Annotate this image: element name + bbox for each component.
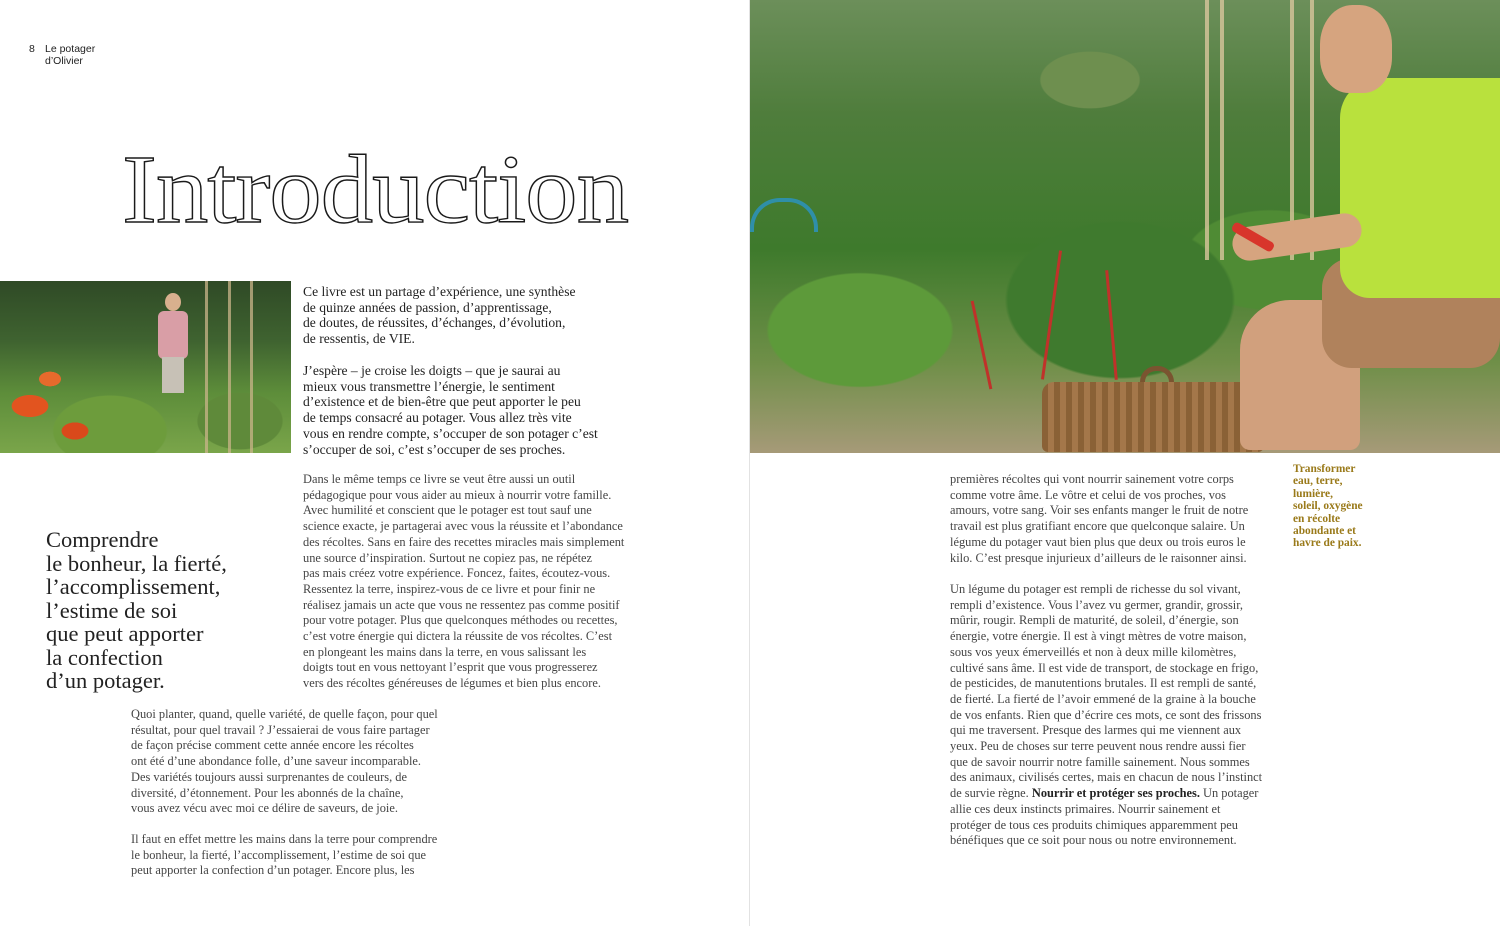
text-line: yeux. Peu de choses sur terre peuvent nous rendre aussi fier (950, 739, 1246, 754)
text-line: kilo. C’est presque injurieux d’ailleurs de le raisonner ainsi. (950, 550, 1247, 565)
text-line: bénéfiques que ce soit pour nous ou notre environnement. (950, 833, 1237, 848)
stake (250, 281, 253, 453)
quote-line: d’un potager. (46, 668, 165, 693)
text-line: premières récoltes qui vont nourrir sainement votre corps (950, 472, 1234, 486)
text-line: Un légume du potager est rempli de richesse du sol vivant, (950, 582, 1241, 596)
text-line: science exacte, je partagerai avec vous la réussite et l’abondance (303, 519, 623, 534)
text-line: une source d’inspiration. Surtout ne copiez pas, ne répétez (303, 550, 593, 565)
text-line: pas mais créez votre expérience. Foncez, faites, écoutez-vous. (303, 566, 611, 581)
quote-line: l’estime de soi (46, 597, 178, 623)
text-line: d’existence et de bien-être que peut apporter le peu (303, 394, 581, 410)
text-line: Dans le même temps ce livre se veut être aussi un outil (303, 472, 576, 486)
text-line: Ressentez la terre, inspirez-vous de ce livre et pour finir ne (303, 581, 596, 596)
side-note (1293, 463, 1383, 550)
text-line: Ce livre est un partage d’expérience, une synthèse (303, 284, 576, 299)
text-line: comme votre âme. Le vôtre et celui de vos proches, vos (950, 487, 1226, 502)
body-paragraph-2 (131, 707, 466, 817)
stake (1205, 0, 1209, 260)
body-paragraph-3 (131, 832, 466, 879)
running-title-line-2: d’Olivier (45, 55, 83, 67)
intro-lead-paragraph-1 (303, 284, 648, 347)
text-line: sous vos yeux émerveillés et non à deux mille kilomètres, (950, 644, 1237, 659)
text-line: vers des récoltes généreuses de légumes et bien plus encore. (303, 676, 601, 691)
text-fragment: de survie règne. (950, 786, 1032, 801)
text-line: légume du potager vaut bien plus que deux ou trois euros le (950, 534, 1246, 549)
emphasis-text: Nourrir et protéger ses proches. (1031, 786, 1200, 801)
text-line: Quoi planter, quand, quelle variété, de quelle façon, pour quel (131, 707, 438, 721)
running-title-line-1: Le potager (45, 43, 96, 55)
side-note-line: soleil, oxygène (1293, 500, 1363, 513)
body-paragraph-4 (950, 472, 1270, 566)
side-note-line: eau, terre, (1293, 475, 1343, 488)
text-line: mieux vous transmettre l’énergie, le sentiment (303, 378, 555, 394)
text-line: diversité, d’étonnement. Pour les abonnés de la chaîne, (131, 785, 404, 800)
text-line: résultat, pour quel travail ? J’essaierai de vous faire partager (131, 722, 430, 737)
text-line: Il faut en effet mettre les mains dans la terre pour comprendre (131, 832, 438, 846)
text-line: peut apporter la confection d’un potager. Encore plus, les (131, 863, 415, 878)
text-line: travail est plus gratifiant encore que quelconque salaire. Un (950, 519, 1245, 534)
text-line (950, 786, 1270, 802)
page-number: 8 (29, 43, 35, 55)
gardener-photo (0, 281, 291, 453)
text-line: s’occuper de soi, c’est s’occuper de ses proches. (303, 441, 566, 457)
stake (228, 281, 231, 453)
text-line: vous avez vécu avec moi ce délire de saveurs, de joie. (131, 801, 398, 816)
side-note-line: havre de paix. (1293, 537, 1362, 550)
text-line: réalisez jamais un acte que vous ne ressentez pas comme positif (303, 597, 620, 612)
text-line: mûrir, rougir. Rempli de maturité, de soleil, d’énergie, son (950, 613, 1239, 628)
text-line: amours, votre sang. Voir ses enfants manger le fruit de notre (950, 503, 1249, 518)
text-line: protéger de tous ces produits chimiques apparemment peu (950, 817, 1238, 832)
quote-line: Comprendre (46, 527, 159, 552)
chard-stem (1105, 270, 1118, 380)
text-line: allie ces deux instincts primaires. Nourrir sainement et (950, 801, 1221, 816)
text-line: Avec humilité et conscient que le potager est tout sauf une (303, 503, 592, 518)
text-line: des récoltes. Sans en faire des recettes miracles mais simplement (303, 534, 625, 549)
intro-lead-paragraph-2 (303, 363, 648, 457)
chapter-title (118, 148, 633, 238)
gardener-figure (158, 293, 188, 393)
text-line: pour votre potager. Plus que quelconques méthodes ou recettes, (303, 613, 618, 628)
text-line: des animaux, civilisés certes, mais en chacun de nous l’instinct (950, 770, 1263, 785)
text-line: ont été d’une abondance folle, d’une saveur incomparable. (131, 754, 422, 769)
text-line: de façon précise comment cette année encore les récoltes (131, 738, 414, 753)
text-line: doigts tout en vous nettoyant l’esprit que vous progresserez (303, 660, 598, 675)
garden-hose (750, 198, 818, 232)
quote-line: que peut apporter (46, 621, 204, 646)
text-line: en plongeant les mains dans la terre, en vous salissant les (303, 644, 587, 659)
chard-stem (971, 301, 993, 390)
stake (205, 281, 208, 453)
text-line: cultivé sans âme. Il est vide de transport, de stockage en frigo, (950, 660, 1259, 675)
chapter-title-text: Introduction (122, 148, 628, 238)
text-line: vous en rendre compte, s’occuper de son potager c’est (303, 425, 598, 441)
wicker-basket (1042, 382, 1264, 452)
text-line: de pesticides, de manutentions brutales. Il est rempli de santé, (950, 676, 1257, 691)
body-paragraph-1 (303, 472, 648, 692)
side-note-line: abondante et (1293, 525, 1356, 538)
running-title (45, 43, 125, 67)
quote-line: le bonheur, la fierté, (46, 550, 227, 576)
body-paragraph-5 (950, 582, 1270, 849)
left-page (0, 0, 749, 926)
stake (1220, 0, 1224, 260)
text-line: de vos enfants. Rien que d’écrire ces mots, ce sont des frissons (950, 707, 1262, 722)
text-line: pédagogique pour vous aider au mieux à nourrir votre famille. (303, 487, 612, 502)
text-line: de quinze années de passion, d’apprentissage, (303, 299, 552, 315)
text-line: Des variétés toujours aussi surprenantes de couleurs, de (131, 769, 407, 784)
gardener-shirt (1340, 78, 1500, 298)
text-line: le bonheur, la fierté, l’accomplissement, l’estime de soi que (131, 847, 427, 862)
side-note-line: Transformer (1293, 463, 1356, 475)
chard-stem (1041, 250, 1062, 379)
text-line: énergie, votre énergie. Il est à vingt mètres de votre maison, (950, 629, 1247, 644)
side-note-line: en récolte (1293, 512, 1341, 525)
text-line: de temps consacré au potager. Vous allez très vite (303, 410, 572, 426)
harvest-photo (750, 0, 1500, 453)
text-fragment: Un potager (1199, 786, 1259, 801)
text-line: c’est votre énergie qui dictera la réussite de vos récoltes. C’est (303, 629, 613, 644)
right-page (750, 0, 1500, 926)
text-line: de doutes, de réussites, d’échanges, d’évolution, (303, 315, 566, 331)
side-note-line: lumière, (1293, 487, 1333, 500)
text-line: de fierté. La fierté de l’avoir emmené de la graine à la bouche (950, 691, 1256, 706)
quote-line: la confection (46, 644, 163, 670)
text-line: que de savoir nourrir notre famille sainement. Nous sommes (950, 754, 1250, 769)
text-line: de ressentis, de VIE. (303, 331, 415, 347)
pull-quote (46, 528, 276, 693)
text-line: qui me traversent. Presque des larmes qui me viennent aux (950, 723, 1242, 738)
quote-line: l’accomplissement, (46, 574, 221, 599)
text-line: J’espère – je croise les doigts – que je saurai au (303, 363, 561, 378)
text-line: rempli d’existence. Vous l’avez vu germer, grandir, grossir, (950, 597, 1243, 612)
gardener-head (1320, 5, 1392, 93)
